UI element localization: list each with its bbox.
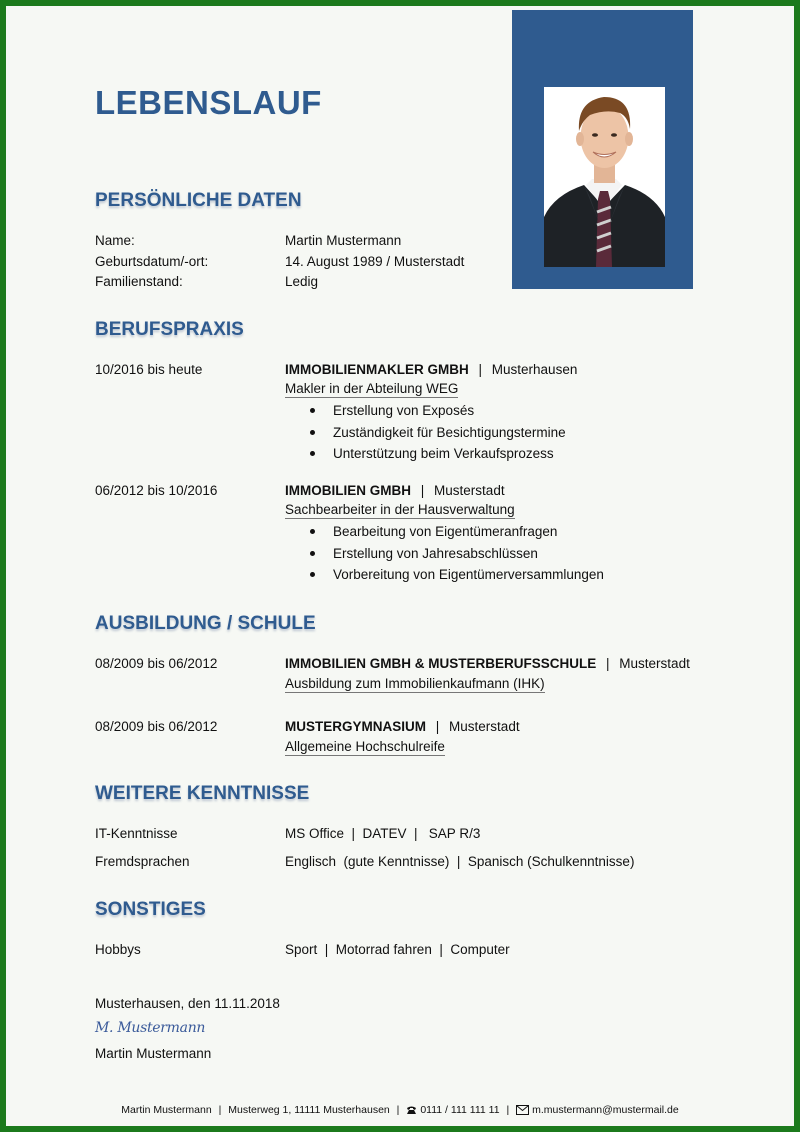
page-title: LEBENSLAUF — [95, 84, 322, 121]
row-label: Name: — [95, 233, 135, 248]
portrait-photo — [544, 87, 665, 267]
list-item: Zuständigkeit für Besichtigungstermine — [285, 422, 566, 444]
entry-role: Sachbearbeiter in der Hausverwaltung — [285, 502, 515, 517]
row-value: Martin Mustermann — [285, 233, 402, 248]
place-date: Musterhausen, den 11.11.2018 — [95, 996, 280, 1011]
row-label: Geburtsdatum/-ort: — [95, 254, 209, 269]
phone-icon — [406, 1105, 417, 1118]
footer-address: Musterweg 1, 11111 Musterhausen — [228, 1104, 390, 1116]
list-item: Vorbereitung von Eigentümerversammlungen — [285, 564, 604, 586]
separator: | — [218, 1104, 222, 1116]
entry-degree: Allgemeine Hochschulreife — [285, 739, 445, 754]
list-item: Erstellung von Jahresabschlüssen — [285, 543, 604, 565]
separator: | — [435, 719, 440, 734]
task-list — [285, 400, 566, 465]
entry-period: 08/2009 bis 06/2012 — [95, 656, 218, 671]
separator: | — [396, 1104, 400, 1116]
mail-icon — [516, 1105, 529, 1118]
separator: | — [506, 1104, 510, 1116]
row-value: MS Office | DATEV | SAP R/3 — [285, 826, 481, 841]
entry-role: Makler in der Abteilung WEG — [285, 381, 459, 396]
row-value: Ledig — [285, 274, 319, 289]
row-label: Hobbys — [95, 942, 141, 957]
entry-company: IMMOBILIEN GMBH — [285, 483, 411, 498]
cv-page — [6, 6, 794, 1126]
section-title-misc: SONSTIGES — [95, 899, 206, 920]
row-value: Sport | Motorrad fahren | Computer — [285, 942, 510, 957]
entry-company: IMMOBILIENMAKLER GMBH — [285, 362, 469, 377]
entry-period: 06/2012 bis 10/2016 — [95, 483, 218, 498]
signature: M. Mustermann — [95, 1020, 206, 1036]
footer-name: Martin Mustermann — [121, 1104, 212, 1116]
entry-period: 10/2016 bis heute — [95, 362, 203, 377]
separator: | — [478, 362, 483, 377]
footer-email[interactable]: m.mustermann@mustermail.de — [532, 1104, 679, 1116]
entry-city: Musterstadt — [619, 656, 690, 671]
row-label: Familienstand: — [95, 274, 183, 289]
row-label: Fremdsprachen — [95, 854, 190, 869]
list-item: Unterstützung beim Verkaufsprozess — [285, 443, 566, 465]
row-label: IT-Kenntnisse — [95, 826, 178, 841]
section-title-personal: PERSÖNLICHE DATEN — [95, 190, 302, 211]
entry-city: Musterstadt — [449, 719, 520, 734]
footer — [6, 1104, 794, 1118]
entry-city: Musterstadt — [434, 483, 505, 498]
row-value: Englisch (gute Kenntnisse) | Spanisch (Schulkenntnisse) — [285, 854, 635, 869]
task-list — [285, 521, 604, 586]
entry-degree: Ausbildung zum Immobilienkaufmann (IHK) — [285, 676, 545, 691]
entry-institution: IMMOBILIEN GMBH & MUSTERBERUFSSCHULE — [285, 656, 597, 671]
section-title-skills: WEITERE KENNTNISSE — [95, 783, 310, 804]
footer-phone: 0111 / 111 111 11 — [420, 1104, 500, 1116]
section-title-education: AUSBILDUNG / SCHULE — [95, 613, 316, 634]
separator: | — [606, 656, 610, 671]
list-item: Bearbeitung von Eigentümeranfragen — [285, 521, 604, 543]
photo-band — [512, 10, 693, 289]
entry-period: 08/2009 bis 06/2012 — [95, 719, 218, 734]
separator: | — [420, 483, 425, 498]
entry-institution: MUSTERGYMNASIUM — [285, 719, 426, 734]
entry-city: Musterhausen — [491, 362, 578, 377]
row-value: 14. August 1989 / Musterstadt — [285, 254, 465, 269]
signer-name: Martin Mustermann — [95, 1046, 212, 1061]
list-item: Erstellung von Exposés — [285, 400, 566, 422]
section-title-experience: BERUFSPRAXIS — [95, 319, 244, 340]
